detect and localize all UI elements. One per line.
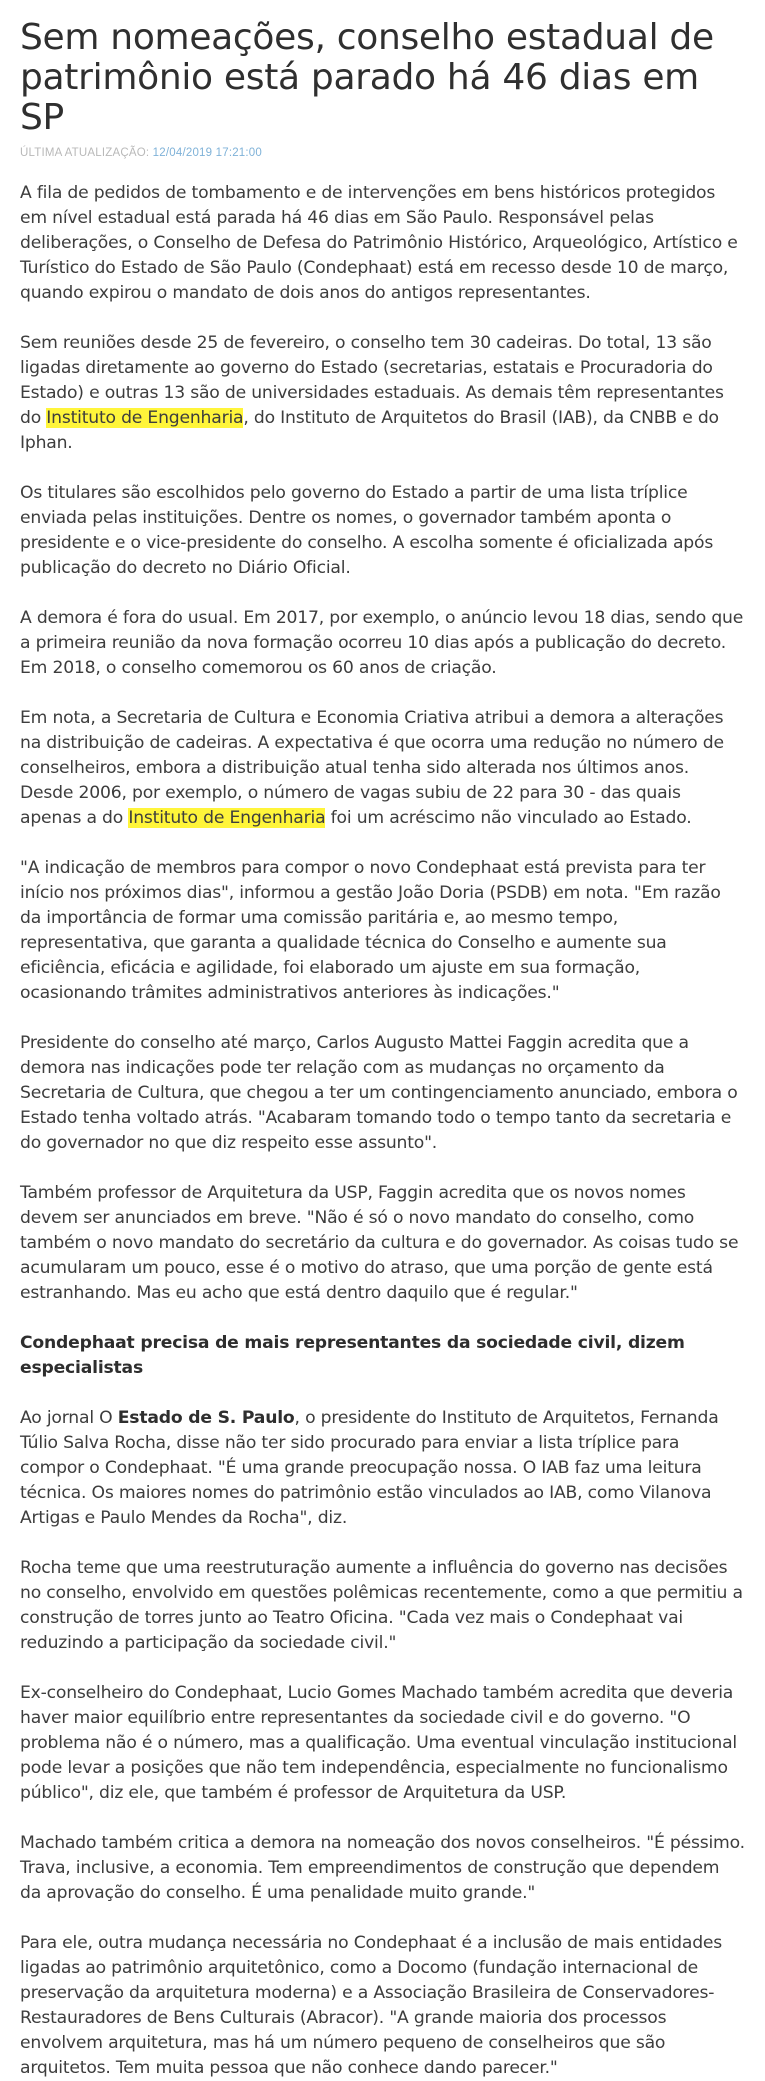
paragraph-4: A demora é fora do usual. Em 2017, por exemplo, o anúncio levou 18 dias, sendo que a primeira reunião da nova formação ocorreu 10 dias após a publicação do decreto. Em 2018, o conselho comemorou os 60 anos de criação. <box>20 608 744 678</box>
paragraph-9-text-b: , o presidente do Instituto de Arquitetos, Fernanda Túlio Salva Rocha, disse não ter sido procurado para enviar a lista tríplice para compor o Condephaat. "É uma grande preocupação nossa. O IAB faz uma leitura técnica. Os maiores nomes do patrimônio estão vinculados ao IAB, como Vilanova Artigas e Paulo Mendes da Rocha", diz. <box>20 1408 719 1528</box>
paragraph-5 <box>20 706 745 831</box>
updated-label: ÚLTIMA ATUALIZAÇÃO: <box>20 147 150 159</box>
paragraph-13: Para ele, outra mudança necessária no Condephaat é a inclusão de mais entidades ligadas ao patrimônio arquitetônico, como a Docomo (fundação internacional de preservação da arquitetura moderna) e a Associação Brasileira de Conservadores-Restauradores de Bens Culturais (Abracor). "A grande maioria dos processos envolvem arquitetura, mas há um número pequeno de conselheiros que são arquitetos. Tem muita pessoa que não conhece dando parecer." <box>20 1933 723 2078</box>
article-headline: Sem nomeações, conselho estadual de patrimônio está parado há 46 dias em SP <box>20 17 714 138</box>
newspaper-name: Estado de S. Paulo <box>117 1408 295 1428</box>
paragraph-7: Presidente do conselho até março, Carlos Augusto Mattei Faggin acredita que a demora nas indicações pode ter relação com as mudanças no orçamento da Secretaria de Cultura, que chegou a ter um contingenciamento anunciado, embora o Estado tenha voltado atrás. "Acabaram tomando todo o tempo tanto da secretaria e do governador no que diz respeito esse assunto". <box>20 1033 738 1153</box>
paragraph-3: Os titulares são escolhidos pelo governo do Estado a partir de uma lista tríplice enviada pelas instituições. Dentre os nomes, o governador também aponta o presidente e o vice-presidente do conselho. A escolha somente é oficializada após publicação do decreto no Diário Oficial. <box>20 483 714 578</box>
paragraph-10: Rocha teme que uma reestruturação aumente a influência do governo nas decisões no conselho, envolvido em questões polêmicas recentemente, como a que permitiu a construção de torres junto ao Teatro Oficina. "Cada vez mais o Condephaat vai reduzindo a participação da sociedade civil." <box>20 1558 743 1653</box>
paragraph-1: A fila de pedidos de tombamento e de intervenções em bens históricos protegidos em nível estadual está parada há 46 dias em São Paulo. Responsável pelas deliberações, o Conselho de Defesa do Patrimônio Histórico, Arqueológico, Artístico e Turístico do Estado de São Paulo (Condephaat) está em recesso desde 10 de março, quando expirou o mandato de dois anos do antigos representantes. <box>20 183 738 303</box>
updated-timestamp: 12/04/2019 17:21:00 <box>152 147 262 159</box>
paragraph-8: Também professor de Arquitetura da USP, Faggin acredita que os novos nomes devem ser anunciados em breve. "Não é só o novo mandato do conselho, como também o novo mandato do secretário da cultura e do governador. As coisas tudo se acumularam um pouco, esse é o motivo do atraso, que uma porção de gente está estranhando. Mas eu acho que está dentro daquilo que é regular." <box>20 1183 739 1303</box>
paragraph-2-text-a: Sem reuniões desde 25 de fevereiro, o conselho tem 30 cadeiras. Do total, 13 são ligadas diretamente ao governo do Estado (secretarias, estatais e Procuradoria do Estado) e outras 13 são de universidades estaduais. As demais têm representantes do <box>20 333 724 428</box>
paragraph-9 <box>20 1406 745 1531</box>
paragraph-11: Ex-conselheiro do Condephaat, Lucio Gomes Machado também acredita que deveria haver maior equilíbrio entre representantes da sociedade civil e do governo. "O problema não é o número, mas a qualificação. Uma eventual vinculação institucional pode levar a posições que não tem independência, especialmente no funcionalismo público", diz ele, que também é professor de Arquitetura da USP. <box>20 1683 737 1803</box>
paragraph-5-text-b: foi um acréscimo não vinculado ao Estado. <box>325 808 692 828</box>
article-body <box>20 181 745 2081</box>
paragraph-2-text-b: , do Instituto de Arquitetos do Brasil (IAB), da CNBB e do Iphan. <box>20 408 719 453</box>
paragraph-6: "A indicação de membros para compor o novo Condephaat está prevista para ter início nos próximos dias", informou a gestão João Doria (PSDB) em nota. "Em razão da importância de formar uma comissão paritária e, ao mesmo tempo, representativa, que garanta a qualidade técnica do Conselho e aumente sua eficiência, eficácia e agilidade, foi elaborado um ajuste em sua formação, ocasionando trâmites administrativos anteriores às indicações." <box>20 858 721 1003</box>
paragraph-12: Machado também critica a demora na nomeação dos novos conselheiros. "É péssimo. Trava, inclusive, a economia. Tem empreendimentos de construção que dependem da aprovação do conselho. É uma penalidade muito grande." <box>20 1833 745 1903</box>
highlighted-term: Instituto de Engenharia <box>46 408 244 428</box>
paragraph-2 <box>20 331 745 456</box>
paragraph-9-text-a: Ao jornal O <box>20 1408 118 1428</box>
paragraph-5-text-a: Em nota, a Secretaria de Cultura e Economia Criativa atribui a demora a alterações na distribuição de cadeiras. A expectativa é que ocorra uma redução no número de conselheiros, embora a distribuição atual tenha sido alterada nos últimos anos. Desde 2006, por exemplo, o número de vagas subiu de 22 para 30 - das quais apenas a do <box>20 708 724 828</box>
section-subheading: Condephaat precisa de mais representantes da sociedade civil, dizem especialistas <box>20 1333 685 1378</box>
article-meta <box>20 145 745 161</box>
highlighted-term: Instituto de Engenharia <box>128 808 326 828</box>
